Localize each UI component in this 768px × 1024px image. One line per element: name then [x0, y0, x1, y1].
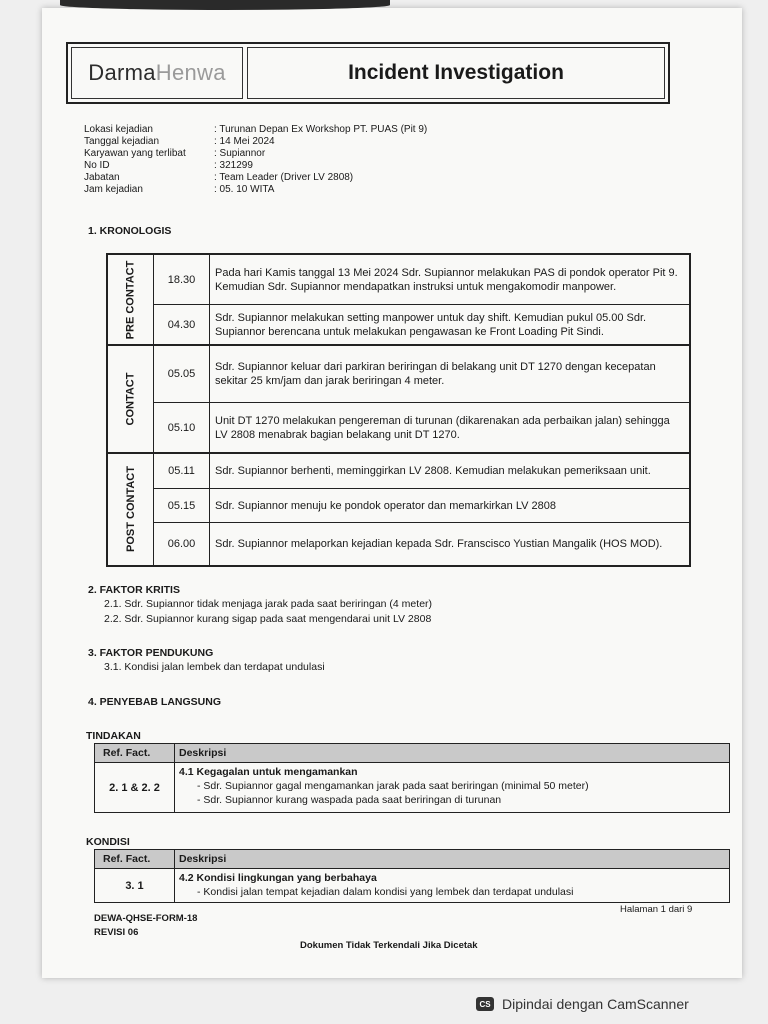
info-row: Jabatan : Team Leader (Driver LV 2808) — [84, 172, 354, 183]
table-header — [95, 850, 729, 869]
desc-cell: Sdr. Supiannor keluar dari parkiran beriringan di belakang unit DT 1270 dengan kecepatan sekitar 25 km/jam dan jarak beriringan 4 meter. — [210, 345, 689, 403]
info-row: No ID : 321299 — [84, 160, 253, 171]
phase-divider — [108, 344, 689, 346]
faktor-kritis-item: 2.1. Sdr. Supiannor tidak menjaga jarak pada saat beriringan (4 meter) — [104, 598, 433, 610]
tindakan-label: TINDAKAN — [86, 730, 141, 742]
kronologis-table — [106, 253, 691, 567]
kondisi-label: KONDISI — [86, 836, 130, 848]
deskripsi-line: - Sdr. Supiannor kurang waspada pada saat beriringan di turunan — [197, 794, 502, 806]
time-cell: 05.15 — [154, 489, 210, 523]
table-row — [95, 869, 729, 902]
phase-contact: CONTACT — [108, 345, 154, 453]
table-row — [95, 763, 729, 812]
time-cell: 05.11 — [154, 453, 210, 489]
page-shadow — [60, 0, 390, 10]
desc-cell: Sdr. Supiannor melakukan setting manpower untuk day shift. Kemudian pukul 05.00 Sdr. Supiannor berencana untuk melakukan pengawasan ke Front Loading Pit Sindi. — [210, 305, 689, 345]
phase-divider — [108, 452, 689, 454]
deskripsi-cell — [175, 763, 729, 812]
tindakan-table — [94, 743, 730, 813]
col-deskripsi: Deskripsi — [179, 853, 227, 865]
faktor-kritis-item: 2.2. Sdr. Supiannor kurang sigap pada saat mengendarai unit LV 2808 — [104, 613, 432, 625]
deskripsi-line: - Kondisi jalan tempat kejadian dalam kondisi yang lembek dan terdapat undulasi — [197, 886, 574, 898]
section-penyebab-langsung-title: 4. PENYEBAB LANGSUNG — [88, 696, 222, 708]
desc-cell: Pada hari Kamis tanggal 13 Mei 2024 Sdr. Supiannor melakukan PAS di pondok operator Pit 9. Kemudian Sdr. Supiannor mendapatkan instruksi untuk mengakomodir manpower. — [210, 255, 689, 305]
section-kronologis-title: 1. KRONOLOGIS — [88, 225, 172, 237]
desc-cell: Sdr. Supiannor berhenti, meminggirkan LV 2808. Kemudian melakukan pemeriksaan unit. — [210, 453, 689, 489]
ref-cell: 3. 1 — [95, 869, 175, 902]
col-ref-fact: Ref. Fact. — [95, 744, 175, 762]
table-header — [95, 744, 729, 763]
camscanner-watermark — [476, 996, 689, 1012]
deskripsi-line: - Sdr. Supiannor gagal mengamankan jarak pada saat beriringan (minimal 50 meter) — [197, 780, 589, 792]
company-logo: Darma Henwa — [71, 47, 243, 99]
info-row: Karyawan yang terlibat : Supiannor — [84, 148, 266, 159]
deskripsi-heading: 4.1 Kegagalan untuk mengamankan — [179, 766, 358, 778]
deskripsi-cell — [175, 869, 729, 902]
document-title: Incident Investigation — [247, 47, 665, 99]
desc-cell: Sdr. Supiannor menuju ke pondok operator dan memarkirkan LV 2808 — [210, 489, 689, 523]
time-cell: 18.30 — [154, 255, 210, 305]
document-header — [66, 42, 670, 104]
time-cell: 05.10 — [154, 403, 210, 453]
desc-cell: Sdr. Supiannor melaporkan kejadian kepada Sdr. Franscisco Yustian Mangalik (HOS MOD). — [215, 538, 663, 550]
info-row: Jam kejadian : 05. 10 WITA — [84, 184, 275, 195]
form-code: DEWA-QHSE-FORM-18 — [94, 913, 198, 924]
page-number: Halaman 1 dari 9 — [620, 904, 693, 915]
phase-pre-contact: PRE CONTACT — [108, 255, 154, 345]
info-row: Lokasi kejadian : Turunan Depan Ex Workshop PT. PUAS (Pit 9) — [84, 124, 428, 135]
time-cell: 06.00 — [154, 523, 210, 565]
incident-info — [84, 124, 427, 196]
info-row: Tanggal kejadian : 14 Mei 2024 — [84, 136, 275, 147]
section-faktor-kritis-title: 2. FAKTOR KRITIS — [88, 584, 180, 596]
phase-post-contact: POST CONTACT — [108, 453, 154, 565]
uncontrolled-note: Dokumen Tidak Terkendali Jika Dicetak — [300, 940, 478, 951]
form-info — [94, 912, 197, 940]
section-faktor-pendukung-title: 3. FAKTOR PENDUKUNG — [88, 647, 214, 659]
camscanner-icon: CS — [476, 997, 494, 1011]
faktor-pendukung-item: 3.1. Kondisi jalan lembek dan terdapat undulasi — [104, 661, 325, 673]
kondisi-table — [94, 849, 730, 903]
col-ref-fact: Ref. Fact. — [95, 850, 175, 868]
col-deskripsi: Deskripsi — [179, 747, 227, 759]
desc-cell: Unit DT 1270 melakukan pengereman di turunan (dikarenakan ada perbaikan jalan) sehingga LV 2808 menabrak bagian belakang unit DT 1270. — [210, 403, 689, 453]
deskripsi-heading: 4.2 Kondisi lingkungan yang berbahaya — [179, 872, 377, 884]
ref-cell: 2. 1 & 2. 2 — [95, 763, 175, 812]
time-cell: 04.30 — [154, 305, 210, 345]
revision: REVISI 06 — [94, 927, 139, 938]
camscanner-text: Dipindai dengan CamScanner — [502, 996, 689, 1012]
time-cell: 05.05 — [154, 345, 210, 403]
